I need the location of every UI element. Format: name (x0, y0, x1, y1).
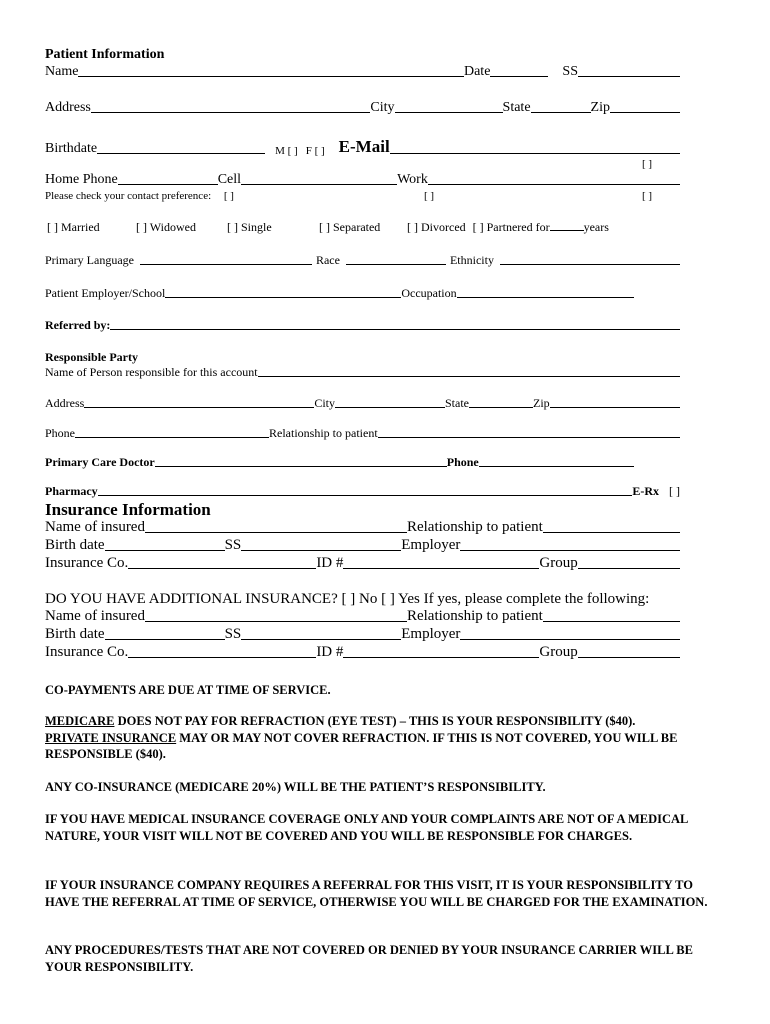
insurance-group-field[interactable] (578, 568, 680, 569)
pcp-field[interactable] (155, 466, 447, 467)
address-field[interactable] (91, 112, 371, 113)
work-pref-checkbox[interactable]: [ ] (642, 190, 653, 202)
home-pref-checkbox[interactable]: [ ] (223, 190, 234, 202)
address-row (45, 100, 680, 116)
birthdate-field[interactable] (97, 153, 265, 154)
birthdate-row (45, 137, 680, 157)
contact-pref-row (45, 190, 234, 202)
responsible-relationship-label: Relationship to patient (269, 426, 378, 440)
coinsurance-notice: ANY CO-INSURANCE (MEDICARE 20%) WILL BE THE PATIENT’S RESPONSIBILITY. (45, 780, 546, 794)
insurance2-group-field[interactable] (578, 657, 680, 658)
insured-relationship-field[interactable] (543, 532, 680, 533)
responsible-phone-field[interactable] (75, 437, 269, 438)
responsible-state-field[interactable] (469, 407, 533, 408)
zip-label: Zip (590, 100, 610, 115)
insured-employer-field[interactable] (460, 550, 680, 551)
date-field[interactable] (490, 76, 548, 77)
erx-checkbox[interactable]: [ ] (669, 484, 680, 498)
city-field[interactable] (395, 112, 503, 113)
responsible-state-label: State (445, 396, 469, 410)
insured-birth-field[interactable] (105, 550, 225, 551)
ss-field[interactable] (578, 76, 680, 77)
referred-field[interactable] (110, 329, 680, 330)
pcp-phone-field[interactable] (479, 466, 634, 467)
responsible-relationship-field[interactable] (378, 437, 680, 438)
insured2-birth-field[interactable] (105, 639, 225, 640)
name-field[interactable] (78, 76, 464, 77)
responsible-zip-field[interactable] (550, 407, 680, 408)
state-label: State (502, 100, 531, 115)
pharmacy-field[interactable] (98, 495, 633, 496)
state-field[interactable] (531, 112, 591, 113)
name-label: Name (45, 64, 79, 79)
single-checkbox[interactable]: [ ] Single (227, 220, 272, 234)
responsible-phone-label: Phone (45, 426, 75, 440)
years-label: years (583, 220, 609, 234)
responsible-address-field[interactable] (84, 407, 314, 408)
pharmacy-label: Pharmacy (45, 484, 98, 498)
employer-label: Patient Employer/School (45, 286, 166, 300)
copay-notice: CO-PAYMENTS ARE DUE AT TIME OF SERVICE. (45, 683, 331, 697)
responsible-party-title: Responsible Party (45, 350, 138, 364)
email-field[interactable] (390, 153, 680, 154)
insured2-employer-field[interactable] (460, 639, 680, 640)
home-phone-field[interactable] (118, 184, 218, 185)
widowed-checkbox[interactable]: [ ] Widowed (136, 220, 196, 234)
medicare-label: MEDICARE (45, 714, 115, 728)
insurance2-id-label: ID # (316, 644, 344, 660)
occupation-label: Occupation (401, 286, 457, 300)
insurance-info-title: Insurance Information (45, 500, 211, 519)
insured-ss-field[interactable] (241, 550, 401, 551)
insured2-name-field[interactable] (145, 621, 407, 622)
pcp-label: Primary Care Doctor (45, 455, 155, 469)
patient-info-title: Patient Information (45, 47, 165, 62)
erx-label: E-Rx (632, 484, 659, 498)
responsible-city-field[interactable] (335, 407, 445, 408)
insured-birth-label: Birth date (45, 537, 105, 553)
insured-name-field[interactable] (145, 532, 407, 533)
insured2-name-row (45, 608, 680, 625)
responsible-phone-row (45, 426, 680, 441)
insurance2-co-row (45, 644, 680, 661)
referred-label: Referred by: (45, 318, 111, 332)
partnered-checkbox[interactable]: [ ] Partnered for (472, 220, 550, 234)
birthdate-label: Birthdate (45, 141, 98, 156)
insurance-co-label: Insurance Co. (45, 555, 129, 571)
insured2-birth-row (45, 626, 680, 643)
private-insurance-text: MAY OR MAY NOT COVER REFRACTION. IF THIS IS NOT COVERED, YOU WILL BE RESPONSIBLE ($40). (45, 730, 678, 761)
ethnicity-label: Ethnicity (449, 253, 494, 267)
ethnicity-field[interactable] (500, 264, 680, 265)
insurance2-co-field[interactable] (128, 657, 316, 658)
divorced-checkbox[interactable]: [ ] Divorced (407, 220, 466, 234)
cell-label: Cell (217, 172, 242, 187)
language-row (45, 253, 680, 268)
refraction-notice (45, 713, 715, 763)
responsible-name-field[interactable] (258, 376, 680, 377)
insured2-ss-field[interactable] (241, 639, 401, 640)
insurance2-group-label: Group (539, 644, 578, 660)
private-insurance-label: PRIVATE INSURANCE (45, 730, 177, 745)
employer-field[interactable] (165, 297, 401, 298)
name-row (45, 64, 680, 80)
medical-coverage-notice: IF YOU HAVE MEDICAL INSURANCE COVERAGE ONLY AND YOUR COMPLAINTS ARE NOT OF A MEDICAL NATURE, YOUR VISIT WILL NOT BE COVERED AND YOU WILL BE RESPONSIBLE FOR CHARGES. (45, 812, 688, 843)
pcp-row (45, 455, 634, 470)
insurance-co-field[interactable] (128, 568, 316, 569)
medicare-text: DOES NOT PAY FOR REFRACTION (EYE TEST) – THIS IS YOUR RESPONSIBILITY ($40). (114, 714, 636, 728)
employer-row (45, 286, 634, 301)
insurance-co-row (45, 555, 680, 572)
email-pref-checkbox[interactable]: [ ] (642, 158, 653, 170)
procedures-notice: ANY PROCEDURES/TESTS THAT ARE NOT COVERED OR DENIED BY YOUR INSURANCE CARRIER WILL BE YOUR RESPONSIBILITY. (45, 943, 693, 974)
separated-checkbox[interactable]: [ ] Separated (319, 220, 381, 234)
insured2-ss-label: SS (224, 626, 242, 642)
work-label: Work (397, 172, 428, 187)
insured2-name-label: Name of insured (45, 608, 145, 624)
insurance2-id-field[interactable] (343, 657, 539, 658)
responsible-address-label: Address (45, 396, 85, 410)
ss-label: SS (562, 64, 578, 79)
married-checkbox[interactable]: [ ] Married (47, 220, 100, 234)
home-phone-label: Home Phone (45, 172, 118, 187)
referral-notice: IF YOUR INSURANCE COMPANY REQUIRES A REFERRAL FOR THIS VISIT, IT IS YOUR RESPONSIBILITY TO HAVE THE REFERRAL AT TIME OF SERVICE, OTHERWISE YOU WILL BE CHARGED FOR THE EXAMINATION. (45, 878, 708, 909)
contact-pref-label: Please check your contact preference: (45, 190, 212, 202)
race-field[interactable] (346, 264, 446, 265)
language-label: Primary Language (45, 253, 134, 267)
divorced-partnered-group (407, 220, 609, 235)
cell-field[interactable] (241, 184, 397, 185)
female-checkbox[interactable]: F [ ] (305, 145, 325, 157)
responsible-zip-label: Zip (533, 396, 550, 410)
insured-name-row (45, 519, 680, 536)
responsible-name-label: Name of Person responsible for this account (45, 365, 258, 379)
insurance-id-field[interactable] (343, 568, 539, 569)
insured2-birth-label: Birth date (45, 626, 105, 642)
insured2-relationship-field[interactable] (543, 621, 680, 622)
insurance-id-label: ID # (316, 555, 344, 571)
work-field[interactable] (428, 184, 680, 185)
date-label: Date (463, 64, 491, 79)
insured-ss-label: SS (224, 537, 242, 553)
male-checkbox[interactable]: M [ ] (275, 145, 298, 157)
section-title-patient (45, 47, 680, 63)
insured2-relationship-label: Relationship to patient (406, 608, 543, 624)
responsible-city-label: City (314, 396, 335, 410)
referred-row (45, 318, 680, 333)
address-label: Address (45, 100, 91, 115)
occupation-field[interactable] (457, 297, 634, 298)
email-label: E-Mail (338, 137, 390, 156)
partnered-years-field[interactable] (550, 230, 584, 231)
phone-row (45, 172, 680, 188)
insured-employer-label: Employer (401, 537, 461, 553)
insured-name-label: Name of insured (45, 519, 145, 535)
additional-insurance-question[interactable]: DO YOU HAVE ADDITIONAL INSURANCE? [ ] No [ ] Yes If yes, please complete the following: (45, 591, 650, 607)
pharmacy-row (45, 484, 680, 499)
zip-field[interactable] (610, 112, 680, 113)
race-label: Race (315, 253, 340, 267)
language-field[interactable] (140, 264, 312, 265)
city-label: City (370, 100, 395, 115)
insured-birth-row (45, 537, 680, 554)
insurance2-co-label: Insurance Co. (45, 644, 129, 660)
cell-pref-checkbox[interactable]: [ ] (424, 190, 435, 202)
pcp-phone-label: Phone (446, 455, 479, 469)
insured-relationship-label: Relationship to patient (406, 519, 543, 535)
insurance-group-label: Group (539, 555, 578, 571)
insured2-employer-label: Employer (401, 626, 461, 642)
responsible-address-row (45, 396, 680, 411)
responsible-name-row (45, 365, 680, 380)
